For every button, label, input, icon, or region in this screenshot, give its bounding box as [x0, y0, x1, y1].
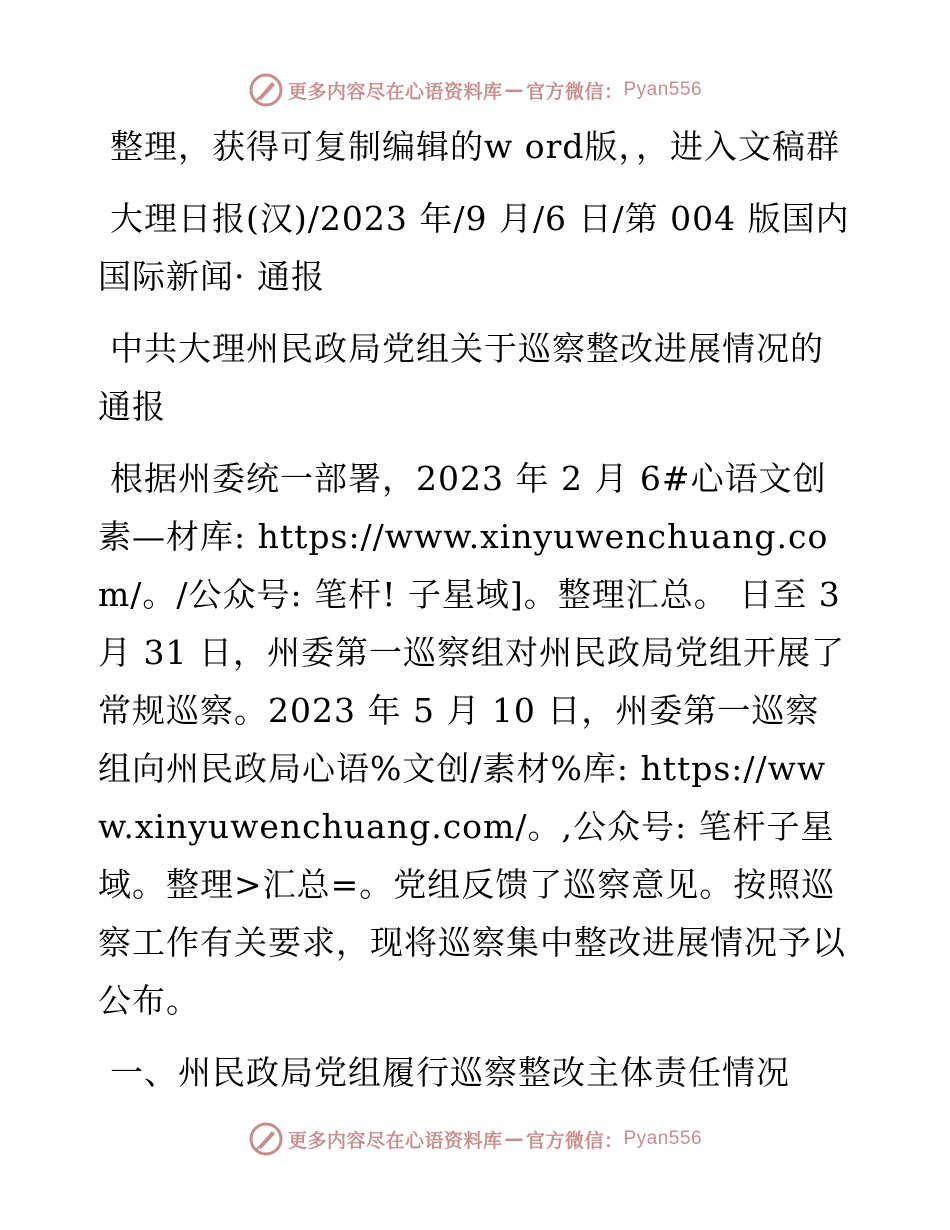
watermark-suffix-text: 官方微信：: [525, 80, 624, 103]
header-watermark: [0, 70, 950, 110]
paragraph-source: 大理日报(汉)/2023 年/9 月/6 日/第 004 版国内国际新闻· 通报: [98, 199, 850, 296]
watermark-suffix-text: 官方微信：: [525, 1129, 624, 1152]
paragraph-body: 根据州委统一部署，2023 年 2 月 6#心语文创素—材库: https://www.xinyuwenchuang.com/。/公众号: 笔杆! 子星域]。整理汇总。 日至 3 月 31 日，州委第一巡察组对州民政局党组开展了常规巡察。2023 年 5 月 10 日，州委第一巡察组向州民政局心语%文创/素材%库: https://www.xinyuwenchuang.com/。,公众号: 笔杆子星域。整理>汇总=。党组反馈了巡察意见。按照巡察工作有关要求，现将巡察集中整改进展情况予以公布。: [98, 459, 846, 1020]
quill-logo-icon: [248, 72, 284, 108]
document-body: [98, 118, 850, 1116]
paragraph-title: 中共大理州民政局党组关于巡察整改进展情况的通报: [98, 329, 824, 426]
watermark-wechat-id: Pyan556: [623, 79, 703, 100]
paragraph-intro: 整理，获得可复制编辑的w ord版，，进入文稿群: [110, 127, 841, 166]
quill-logo-icon: [248, 1121, 284, 1157]
watermark-separator: —: [504, 79, 524, 101]
watermark-main-text: 更多内容尽在心语资料库: [287, 80, 503, 103]
watermark-wechat-id: Pyan556: [623, 1128, 703, 1149]
watermark-main-text: 更多内容尽在心语资料库: [287, 1129, 503, 1152]
paragraph-section-heading: 一、州民政局党组履行巡察整改主体责任情况: [110, 1053, 790, 1092]
watermark-separator: —: [504, 1128, 524, 1150]
footer-watermark: [0, 1119, 950, 1159]
